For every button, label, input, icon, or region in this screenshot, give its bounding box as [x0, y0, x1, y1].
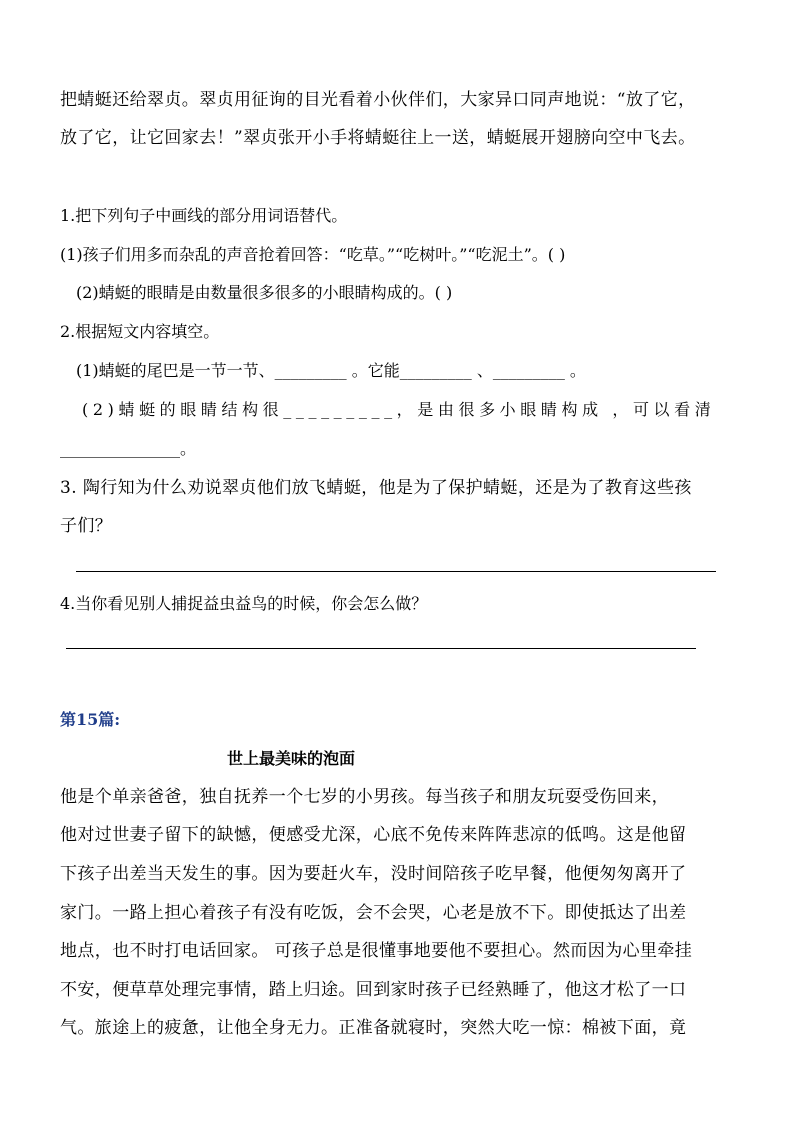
passage-line-2: 放了它，让它回家去！”翠贞张开小手将蜻蜓往上一送，蜻蜓展开翅膀向空中飞去。: [60, 128, 696, 148]
article-line-6: 不安，便草草处理完事情，踏上归途。回到家时孩子已经熟睡了，他这才松了一口: [60, 980, 687, 1000]
question-2-item-2-line-2: _______________。: [60, 439, 197, 458]
article-line-4: 家门。一路上担心着孩子有没有吃饭，会不会哭，心老是放不下。即使抵达了出差: [60, 903, 687, 923]
article-line-1: 他是个单亲爸爸，独自抚养一个七岁的小男孩。每当孩子和朋友玩耍受伤回来，: [60, 787, 669, 807]
article-title: 世上最美味的泡面: [227, 749, 356, 768]
question-2-item-2-line-1: (2)蜻蜓的眼睛结构很_________，是由很多小眼睛构成 ，可以看清: [82, 400, 716, 419]
question-2-prompt: 2.根据短文内容填空。: [60, 322, 220, 341]
article-line-2: 他对过世妻子留下的缺憾，便感受尤深，心底不免传来阵阵悲凉的低鸣。这是他留: [60, 825, 687, 845]
section-heading: 第15篇:: [60, 710, 121, 729]
question-1-item-2: (2)蜻蜓的眼睛是由数量很多很多的小眼睛构成的。( ): [76, 283, 453, 302]
question-2-item-1: (1)蜻蜓的尾巴是一节一节、_________ 。它能_________ 、_________ 。: [76, 361, 586, 380]
question-4-prompt: 4.当你看见别人捕捉益虫益鸟的时候，你会怎么做？: [60, 594, 428, 613]
article-line-3: 下孩子出差当天发生的事。因为要赶火车，没时间陪孩子吃早餐，他便匆匆离开了: [60, 864, 687, 884]
question-3-line-2: 子们？: [60, 516, 113, 536]
answer-line-question-3: [76, 571, 716, 572]
answer-line-question-4: [66, 648, 696, 649]
passage-line-1: 把蜻蜓还给翠贞。翠贞用征询的目光看着小伙伴们，大家异口同声地说：“放了它，: [60, 90, 696, 110]
question-3-line-1: 3. 陶行知为什么劝说翠贞他们放飞蜻蜓，他是为了保护蜻蜓，还是为了教育这些孩: [60, 478, 692, 498]
question-1-item-1: (1)孩子们用多而杂乱的声音抢着回答：“吃草。”“吃树叶。”“吃泥土”。( ): [60, 245, 566, 264]
article-line-7: 气。旅途上的疲惫，让他全身无力。正准备就寝时，突然大吃一惊：棉被下面，竟: [60, 1018, 687, 1038]
question-1-prompt: 1.把下列句子中画线的部分用词语替代。: [60, 206, 348, 225]
article-line-5: 地点，也不时打电话回家。 可孩子总是很懂事地要他不要担心。然而因为心里牵挂: [60, 941, 693, 961]
